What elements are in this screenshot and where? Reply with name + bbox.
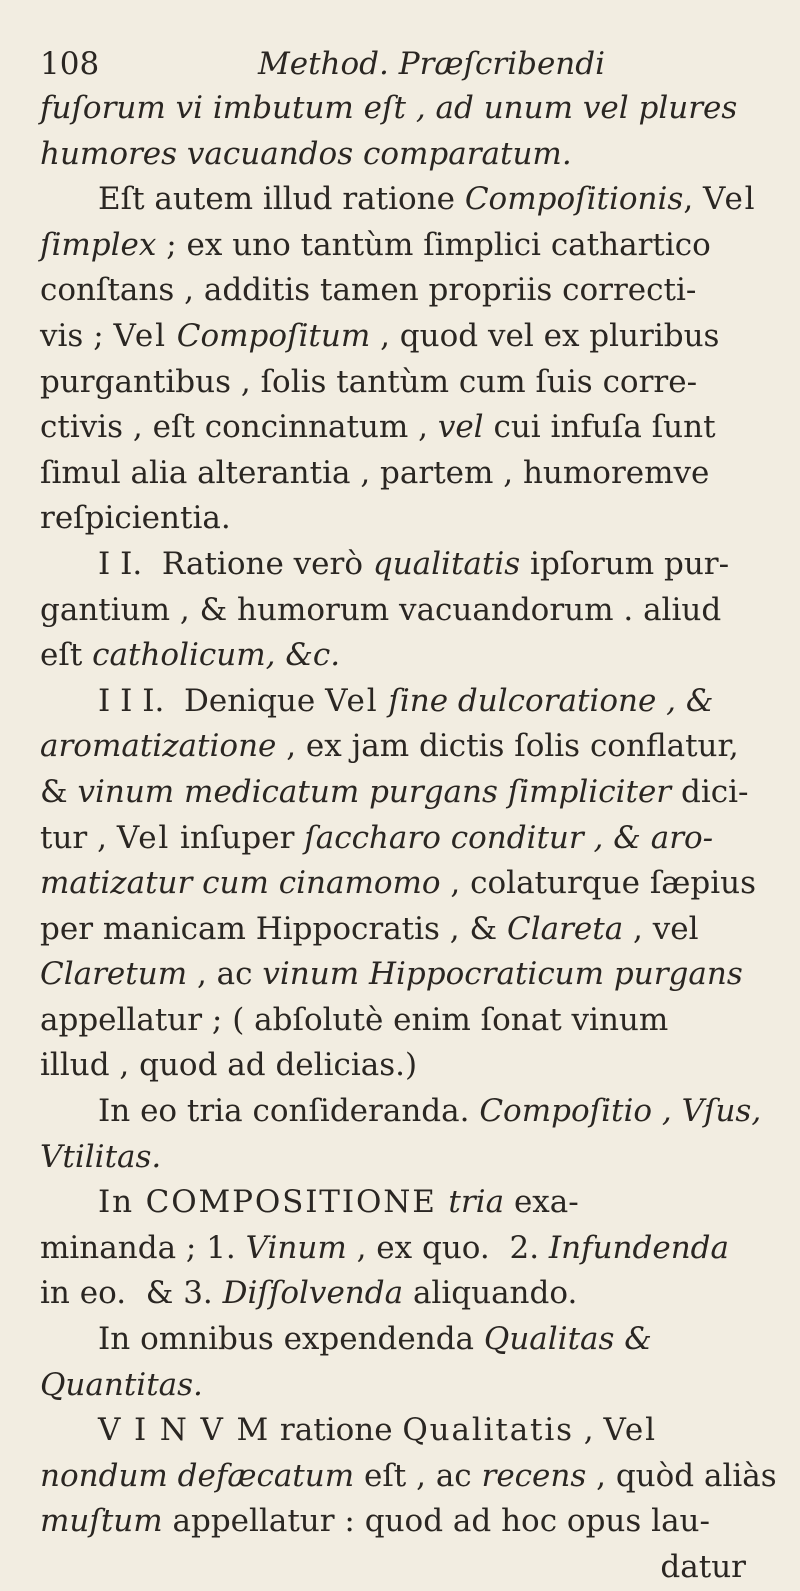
text-run: Diſſolvenda [222, 1275, 404, 1312]
text-line [40, 132, 770, 178]
text-run: Compoſitio , Vſus, [479, 1093, 762, 1130]
text-run: , [683, 181, 704, 218]
text-line [40, 542, 770, 588]
text-run: Vel [703, 181, 757, 218]
text-run: dici- [671, 773, 749, 810]
text-run [167, 318, 177, 354]
text-run: vis ; [40, 317, 114, 354]
text-run: illud , quod ad delicias.) [40, 1047, 418, 1084]
text-run: , vel [623, 910, 699, 947]
text-run: Vinum [245, 1229, 347, 1266]
text-line [40, 1499, 770, 1545]
running-head: Method. Præſcribendi [258, 46, 606, 82]
text-line [40, 1271, 770, 1317]
text-run: qualitatis [372, 545, 521, 582]
text-run: eſt , ac [354, 1457, 482, 1494]
text-line [40, 1317, 770, 1363]
text-run: fuſorum vi imbutum eſt , ad unum vel plures [40, 90, 738, 126]
text-run: ſimul alia alterantia , partem , humoremve [40, 454, 710, 491]
text-run: gantium , & humorum vacuandorum . aliud [40, 591, 722, 628]
text-run: exa- [504, 1184, 579, 1221]
text-run: I I. Ratione verò [98, 545, 373, 582]
text-line [40, 1043, 770, 1089]
text-run: purgantibus , ſolis tantùm cum ſuis corre- [40, 363, 698, 400]
text-run: tur , [40, 819, 117, 856]
text-run: reſpicientia. [40, 500, 231, 537]
text-line [40, 588, 770, 634]
text-run: per manicam Hippocratis , & [40, 910, 507, 947]
text-line [40, 360, 770, 406]
text-run: & [40, 773, 78, 810]
text-run: , ex quo. 2. [346, 1229, 549, 1266]
text-run: Infundenda [548, 1229, 730, 1266]
text-run: matizatur cum cinamomo [40, 865, 441, 902]
text-run: appellatur ; ( abſolutè enim ſonat vinum [40, 1001, 669, 1038]
text-run: aliquando. [403, 1275, 578, 1312]
text-run: Compoſitum [176, 317, 371, 354]
text-line [40, 1089, 770, 1135]
text-run: , quod vel ex pluribus [370, 317, 720, 354]
text-line [40, 633, 770, 679]
text-line [40, 679, 770, 725]
text-run: ſine dulcoratione , & [388, 682, 714, 719]
text-run: ſimplex [40, 226, 157, 263]
text-line [40, 861, 770, 907]
text-line [40, 268, 770, 314]
text-line [40, 1408, 770, 1454]
text-run: Vel [603, 1412, 657, 1449]
text-run: , [573, 1412, 604, 1449]
text-run: Qualitas & [483, 1321, 652, 1358]
text-run: ſaccharo conditur , & aro- [304, 819, 714, 856]
text-run: conſtans , additis tamen propriis correcti- [40, 272, 697, 309]
text-run [379, 683, 389, 719]
text-line [40, 724, 770, 770]
text-run: , colaturque ſæpius [440, 865, 757, 902]
text-run: minanda ; 1. [40, 1229, 246, 1266]
text-line [40, 314, 770, 360]
text-run: In omnibus expendenda [98, 1321, 484, 1358]
text-run: Vel [325, 682, 379, 719]
text-run: I I I. Denique [98, 682, 326, 719]
text-run: Qualitatis [402, 1412, 574, 1449]
text-line [40, 998, 770, 1044]
text-line [40, 1135, 770, 1181]
text-line [40, 907, 770, 953]
text-run: eſt [40, 637, 93, 674]
text-run: inſuper [170, 819, 305, 856]
text-run: ratione [270, 1412, 403, 1449]
text-run: appellatur : quod ad hoc opus lau- [162, 1503, 710, 1540]
text-line [40, 496, 770, 542]
text-line [40, 1363, 770, 1409]
text-run: Eſt autem illud ratione [98, 181, 465, 218]
text-run: tria [448, 1184, 505, 1221]
text-run: In eo tria conſideranda. [98, 1093, 480, 1130]
text-run: humores vacuandos comparatum. [40, 135, 572, 172]
text-run: Clareta [506, 910, 624, 947]
text-run: , quòd aliàs [586, 1457, 777, 1494]
text-run: , ex jam dictis ſolis conflatur, [276, 728, 739, 765]
page-number: 108 [40, 46, 100, 82]
text-run: ; ex uno tantùm ſimplici cathartico [156, 226, 711, 263]
text-run: Vel [116, 819, 171, 856]
text-line [40, 177, 770, 223]
text-line [40, 952, 770, 998]
text-run: vel [437, 409, 484, 446]
text-run: In COMPOSITIONE [98, 1184, 449, 1221]
text-run: muſtum [40, 1503, 163, 1540]
text-run: V I N V M [98, 1412, 271, 1449]
text-run: catholicum, &c. [92, 637, 341, 674]
text-line [40, 770, 770, 816]
body-text [40, 86, 777, 1591]
text-run: ctivis , eſt concinnatum , [40, 409, 438, 446]
text-run: datur [660, 1549, 746, 1585]
text-run: nondum defæcatum [40, 1457, 355, 1494]
text-run: Vtilitas. [40, 1138, 162, 1175]
text-run: Vel [113, 317, 167, 354]
text-run: vinum medicatum purgans ſimpliciter [77, 773, 672, 810]
text-run: ipſorum pur- [520, 545, 730, 582]
text-run: , ac [187, 956, 263, 993]
catchword [40, 1545, 770, 1591]
text-run: Quantitas. [40, 1366, 203, 1403]
text-run: in eo. & 3. [40, 1275, 223, 1312]
text-run: aromatizatione [40, 728, 277, 765]
text-line [40, 86, 770, 132]
text-line [40, 1226, 770, 1272]
text-run: cui infuſa ſunt [483, 409, 716, 446]
text-line [40, 1454, 777, 1500]
text-run: Claretum [40, 956, 188, 993]
text-line [40, 405, 770, 451]
text-line [40, 1180, 770, 1226]
text-line [40, 816, 770, 862]
text-line [40, 451, 770, 497]
text-run: recens [481, 1457, 587, 1494]
text-run: vinum Hippocraticum purgans [262, 956, 743, 993]
text-line [40, 223, 770, 269]
text-run: Compoſitionis [464, 181, 684, 218]
